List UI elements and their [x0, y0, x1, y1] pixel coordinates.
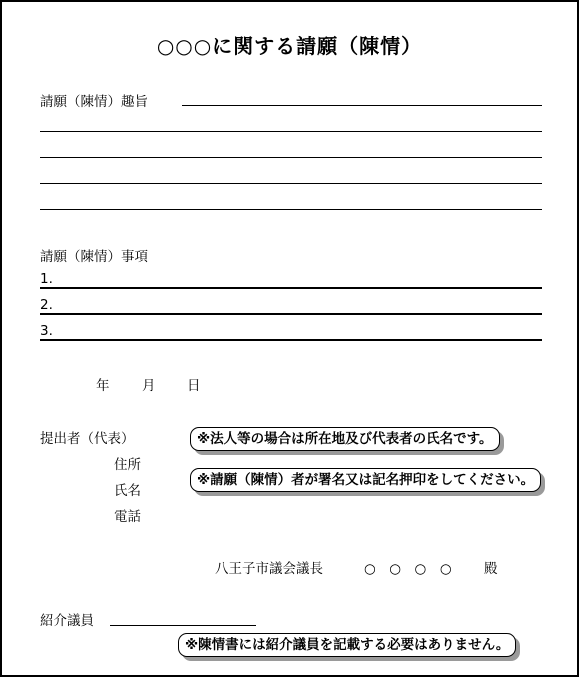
address-label: 住所	[114, 457, 141, 473]
item-number-1: 1.	[40, 271, 53, 287]
item-line-3[interactable]	[40, 339, 542, 341]
signature-note: ※請願（陳情）者が署名又は記名押印をしてください。	[190, 468, 541, 492]
phone-label: 電話	[114, 509, 141, 525]
items-label: 請願（陳情）事項	[40, 249, 148, 265]
item-number-3: 3.	[40, 323, 53, 339]
introducer-label: 紹介議員	[40, 613, 94, 629]
introducer-note: ※陳情書には紹介議員を記載する必要はありません。	[178, 633, 516, 657]
item-line-1[interactable]	[40, 287, 542, 289]
purpose-line-5[interactable]	[40, 209, 542, 210]
corporation-note: ※法人等の場合は所在地及び代表者の氏名です。	[190, 427, 500, 451]
purpose-label: 請願（陳情）趣旨	[40, 94, 148, 110]
addressee-name-circles: ○ ○ ○ ○	[364, 561, 452, 577]
purpose-line-2[interactable]	[40, 131, 542, 132]
date-year: 年	[96, 378, 110, 394]
introducer-line[interactable]	[110, 625, 256, 626]
submitter-label: 提出者（代表）	[40, 431, 135, 447]
form-title: ○○○に関する請願（陳情）	[156, 34, 423, 58]
date-day: 日	[187, 378, 201, 394]
purpose-line-4[interactable]	[40, 183, 542, 184]
purpose-line-3[interactable]	[40, 157, 542, 158]
addressee-title: 八王子市議会議長	[215, 561, 323, 577]
addressee-honorific: 殿	[484, 561, 498, 577]
date-month: 月	[142, 378, 156, 394]
name-label: 氏名	[114, 483, 141, 499]
item-number-2: 2.	[40, 297, 53, 313]
purpose-line-1[interactable]	[182, 105, 542, 106]
item-line-2[interactable]	[40, 313, 542, 315]
